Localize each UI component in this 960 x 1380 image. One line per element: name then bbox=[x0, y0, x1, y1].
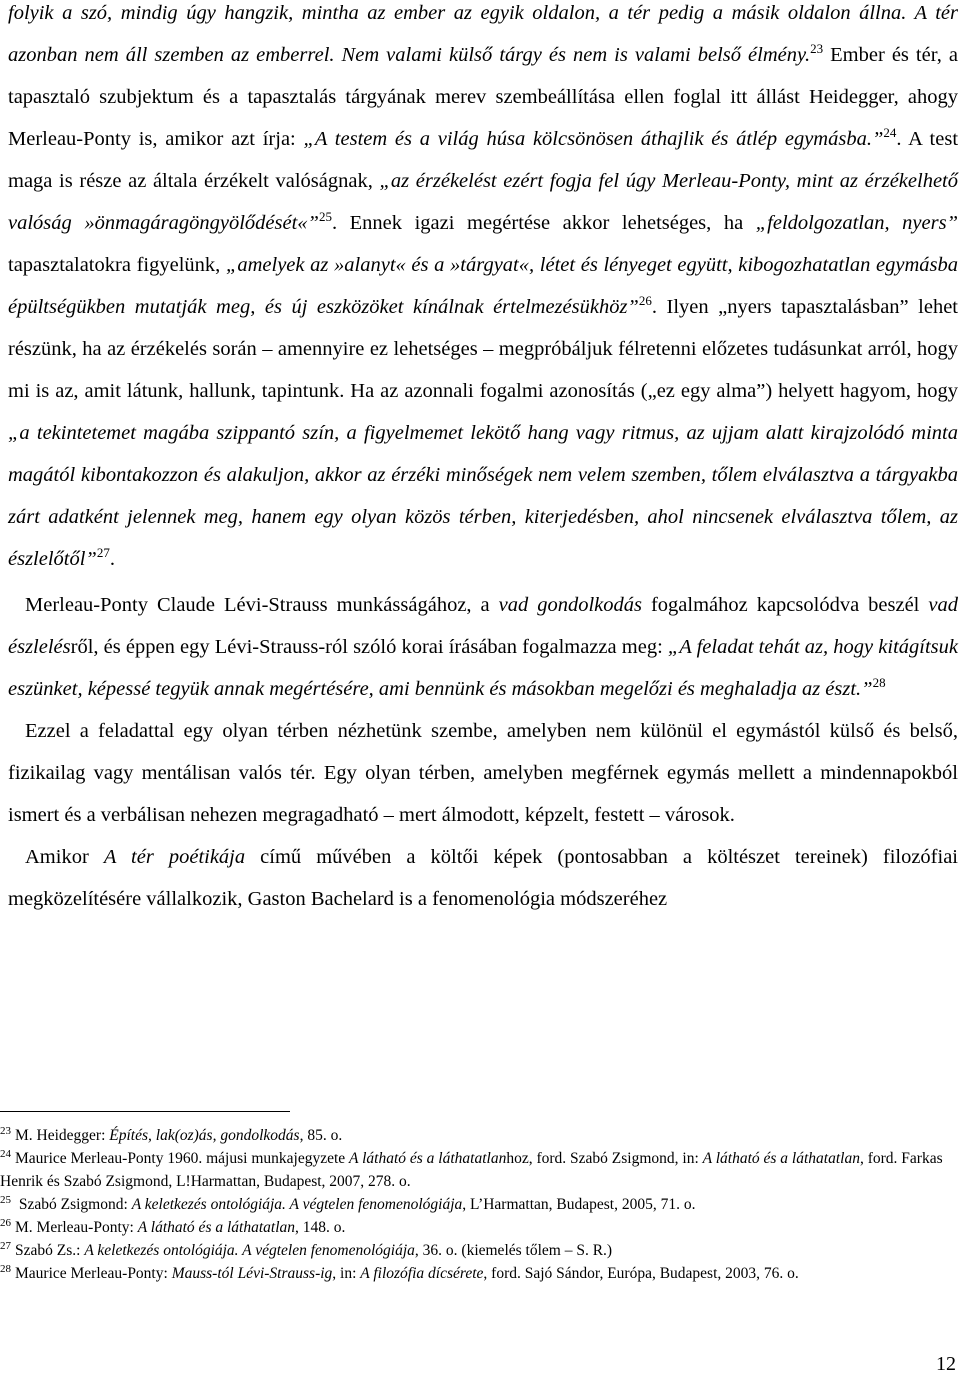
italic-text: „A testem és a világ húsa kölcsönösen áthajlik és átlép egymásba.” bbox=[303, 128, 884, 150]
italic-text: „A feladat tehát az, hogy kitágítsuk eszünket, képessé tegyük annak megértésére, ami bennünk és másokban megelőzi és meghaladja az észt.” bbox=[8, 636, 958, 700]
footnotes bbox=[0, 1124, 950, 1285]
italic-text: „amelyek az »alanyt« és a »tárgyat«, létet és lényeget együtt, kibogozhatatlan egymásba épültségükben mutatják meg, és új eszközöket kínálnak értelmezésükhöz” bbox=[8, 254, 959, 318]
footnote-number: 27 bbox=[0, 1240, 11, 1252]
text-run: tapasztalatokra figyelünk, bbox=[8, 254, 226, 276]
text-run: . Ennek igazi megértése akkor lehetséges, ha bbox=[331, 212, 756, 234]
body-paragraph bbox=[8, 0, 958, 580]
text-run: , in: bbox=[332, 1265, 361, 1282]
text-run: . A test maga is része az általa érzékelt valóságnak, bbox=[8, 128, 959, 192]
italic-text: „a tekintetemet magába szippantó szín, a figyelmemet lekötő hang vagy ritmus, az ujjam alatt kirajzolódó minta magától kibontakozzon és alakuljon, akkor az érzéki minőségek nem velem szemben, tőlem elválasztva a tárgyakba zárt adatként jelennek meg, hanem egy olyan közös térben, bbox=[8, 422, 958, 528]
italic-text: vad észlelés bbox=[8, 594, 958, 658]
body-paragraph bbox=[8, 584, 958, 710]
footnote-number: 26 bbox=[0, 1217, 11, 1229]
text-run: Szabó Zsigmond: bbox=[15, 1196, 132, 1213]
italic-text: „az érzékelést ezért fogja fel úgy Merleau-Ponty, mint az érzékelhető valóság »önmagáragöngyölődését«” bbox=[8, 170, 958, 234]
footnote-number: 28 bbox=[0, 1263, 11, 1275]
text-run: ről, és éppen egy Lévi-Strauss-ról szóló korai írásában fogalmazza meg: bbox=[70, 636, 668, 658]
footnote-ref: 25 bbox=[318, 209, 332, 224]
italic-text: A látható és a láthatatlan bbox=[137, 1219, 296, 1236]
footnote bbox=[0, 1262, 950, 1285]
footnote-ref: 28 bbox=[872, 675, 886, 690]
text-run: . bbox=[109, 548, 115, 570]
text-run: , ford. Sajó Sándor, Európa, Budapest, 2003, 76. o. bbox=[483, 1265, 799, 1282]
italic-text: vad gondolkodás bbox=[498, 594, 642, 616]
footnote-number: 24 bbox=[0, 1148, 11, 1160]
footnote-ref: 24 bbox=[883, 125, 897, 140]
italic-text: folyik a szó, mindig úgy hangzik, mintha az ember az egyik oldalon, a tér pedig a másik oldalon állna. A tér azonban nem áll szemben az emberrel. Nem valami külső tárgy és nem is valami belső élmény. bbox=[8, 2, 958, 66]
document-page bbox=[8, 0, 958, 920]
italic-text: Mauss-tól Lévi-Strauss-ig bbox=[171, 1265, 333, 1282]
body-paragraph bbox=[8, 836, 958, 920]
text-run: hoz, ford. Szabó Zsigmond, in: bbox=[506, 1150, 703, 1167]
text-run: , 85. o. bbox=[299, 1127, 343, 1144]
text-run: című művében a költői képek (pontosabban a költészet tereinek) filozófiai megközelítésére vállalkozik, Gaston Bachelard is a fenomenológia módszeréhez bbox=[8, 846, 958, 910]
footnote bbox=[0, 1216, 950, 1239]
footnote-ref: 23 bbox=[810, 41, 824, 56]
text-run: Maurice Merleau-Ponty: bbox=[15, 1265, 172, 1282]
footnote bbox=[0, 1239, 950, 1262]
text-run: , L’Harmattan, Budapest, 2005, 71. o. bbox=[462, 1196, 696, 1213]
page-number: 12 bbox=[936, 1353, 956, 1375]
footnote-number: 25 bbox=[0, 1194, 11, 1206]
footnote bbox=[0, 1124, 950, 1147]
footnote-separator bbox=[0, 1111, 290, 1112]
italic-text: A keletkezés ontológiája. A végtelen fenomenológiája bbox=[131, 1196, 463, 1213]
footnote bbox=[0, 1147, 950, 1193]
italic-text: A látható és a láthatatlan bbox=[702, 1150, 860, 1167]
text-run: Ezzel a feladattal egy olyan térben nézhetünk szembe, amelyben nem különül el egymástól külső és belső, fizikailag vagy mentálisan valós tér. Egy olyan térben, amelyben megférnek egymás mellett a mindennapokból ismert és a verbálisan nehezen megragadható – mert álmodott, képzelt, festett – városok. bbox=[8, 720, 958, 826]
footnote-number: 23 bbox=[0, 1125, 11, 1137]
footnote bbox=[0, 1193, 950, 1216]
text-run: Merleau-Ponty Claude Lévi-Strauss munkásságához, a bbox=[25, 594, 499, 616]
text-run: M. Merleau-Ponty: bbox=[15, 1219, 138, 1236]
text-run: , ford. Farkas Henrik és Szabó Zsigmond, L!Harmattan, Budapest, 2007, 278. o. bbox=[0, 1150, 943, 1190]
footnote-ref: 26 bbox=[638, 293, 652, 308]
text-run: fogalmához kapcsolódva beszél bbox=[641, 594, 929, 616]
body-paragraph bbox=[8, 710, 958, 836]
italic-text: „feldolgozatlan, nyers” bbox=[755, 212, 958, 234]
italic-text: A keletkezés ontológiája. A végtelen fenomenológiája bbox=[84, 1242, 415, 1259]
footnote-ref: 27 bbox=[96, 545, 110, 560]
italic-text: kiterjedésben, ahol nincsenek elválasztva tőlem, az észlelőtől” bbox=[8, 506, 958, 570]
italic-text: A filozófia dícsérete bbox=[360, 1265, 484, 1282]
text-run: , 36. o. (kiemelés tőlem – S. R.) bbox=[414, 1242, 613, 1259]
text-run: , 148. o. bbox=[295, 1219, 346, 1236]
text-run: Ember és tér, a tapasztaló szubjektum és a tapasztalás tárgyának merev szembeállítása ellen foglal itt állást Heidegger, ahogy Merleau-Ponty is, amikor azt írja: bbox=[8, 44, 958, 150]
text-run: Amikor bbox=[25, 846, 104, 868]
italic-text: Építés, lak(oz)ás, gondolkodás bbox=[109, 1127, 300, 1144]
text-run: Szabó Zs.: bbox=[15, 1242, 85, 1259]
text-run: . Ilyen „nyers tapasztalásban” lehet részünk, ha az érzékelés során – amennyire ez lehetséges – megpróbáljuk félretenni előzetes tudásunkat arról, hogy mi is az, amit látunk, hallunk, tapintunk. Ha az azonnali fogalmi azonosítás („ez egy alma”) helyett hagyom, hogy bbox=[8, 296, 959, 402]
italic-text: A tér poétikája bbox=[103, 846, 246, 868]
text-run: M. Heidegger: bbox=[15, 1127, 110, 1144]
italic-text: A látható és a láthatatlan bbox=[349, 1150, 507, 1167]
text-run: Maurice Merleau-Ponty 1960. májusi munkajegyzete bbox=[15, 1150, 350, 1167]
